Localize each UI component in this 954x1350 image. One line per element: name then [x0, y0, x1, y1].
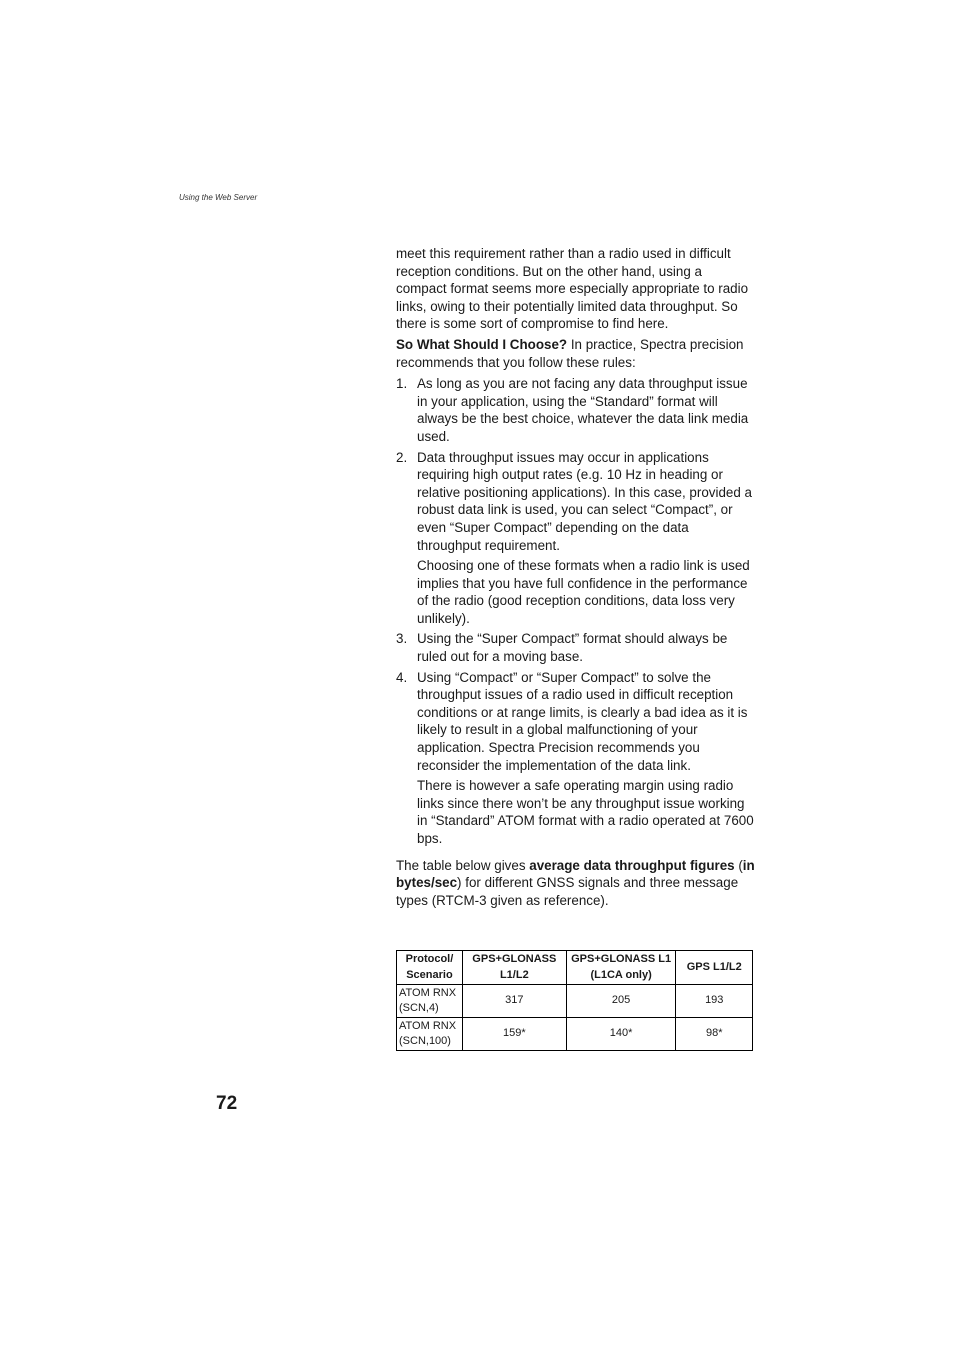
rule-number: 4. — [396, 669, 408, 685]
table-cell: 317 — [462, 985, 566, 1018]
table-cell-scenario: ATOM RNX (SCN,4) — [397, 985, 463, 1018]
rule-item-1 — [396, 375, 756, 445]
table-intro-bold: in bytes/sec — [396, 857, 755, 891]
column-header: Protocol/ Scenario — [397, 951, 463, 985]
page-number: 72 — [216, 1093, 238, 1114]
column-header: GPS+GLONASS L1/L2 — [462, 951, 566, 985]
table-cell: 140* — [566, 1018, 676, 1051]
table-intro-bold: average data throughput figures — [529, 857, 735, 873]
intro-paragraph: meet this requirement rather than a radio used in difficult reception conditions. But on the other hand, using a compact format seems more especially appropriate to radio links, owing to their potentially limited data throughput. So there is some sort of compromise to find here. — [396, 246, 749, 332]
table-header-row — [397, 951, 753, 985]
table-cell: 159* — [462, 1018, 566, 1051]
main-text-column — [396, 245, 756, 909]
throughput-table — [396, 950, 753, 1051]
rule-text: Data throughput issues may occur in applications requiring high output rates (e.g. 10 Hz in heading or relative positioning applications). In this case, provided a robust data link is used, you can select “Compact”, or even “Super Compact” depending on the data throughput requirement. — [417, 449, 752, 553]
rules-list — [396, 375, 756, 847]
table-intro-text: The table below gives — [396, 857, 530, 873]
rule-extra-text: There is however a safe operating margin using radio links since there won’t be any throughput issue working in “Standard” ATOM format with a radio operated at 7600 bps. — [417, 778, 754, 846]
rule-text: Using “Compact” or “Super Compact” to solve the throughput issues of a radio used in difficult reception conditions or at range limits, is clearly a bad idea as it is likely to result in a global malfunctioning of your application. Spectra Precision recommends you reconsider the implementation of the data link. — [417, 669, 748, 773]
rule-item-2 — [396, 449, 756, 628]
table-cell: 205 — [566, 985, 676, 1018]
choose-heading: So What Should I Choose? — [396, 336, 568, 352]
choose-paragraph — [396, 336, 756, 371]
rule-number: 1. — [396, 376, 408, 392]
table-cell: 98* — [676, 1018, 753, 1051]
table-intro-text: ( — [734, 857, 743, 873]
rule-number: 3. — [396, 631, 408, 647]
column-header: GPS L1/L2 — [676, 951, 753, 985]
table-intro-paragraph — [396, 857, 756, 910]
table-cell-scenario: ATOM RNX (SCN,100) — [397, 1018, 463, 1051]
rule-number: 2. — [396, 449, 408, 465]
running-header: Using the Web Server — [179, 193, 258, 202]
rule-text: As long as you are not facing any data throughput issue in your application, using the “Standard” format will always be the best choice, whatever the data link media used. — [417, 376, 749, 444]
table-row — [397, 985, 753, 1018]
rule-item-4 — [396, 669, 756, 848]
rule-text: Using the “Super Compact” format should always be ruled out for a moving base. — [417, 631, 728, 665]
rule-extra-text: Choosing one of these formats when a radio link is used implies that you have full confidence in the performance of the radio (good reception conditions, data loss very unlikely). — [417, 558, 750, 626]
rule-item-3 — [396, 630, 756, 665]
column-header: GPS+GLONASS L1 (L1CA only) — [566, 951, 676, 985]
choose-text: In practice, Spectra precision recommends that you follow these rules: — [396, 336, 744, 370]
table-intro-text: ) for different GNSS signals and three message types (RTCM-3 given as reference). — [396, 875, 739, 908]
table-row — [397, 1018, 753, 1051]
table-cell: 193 — [676, 985, 753, 1018]
